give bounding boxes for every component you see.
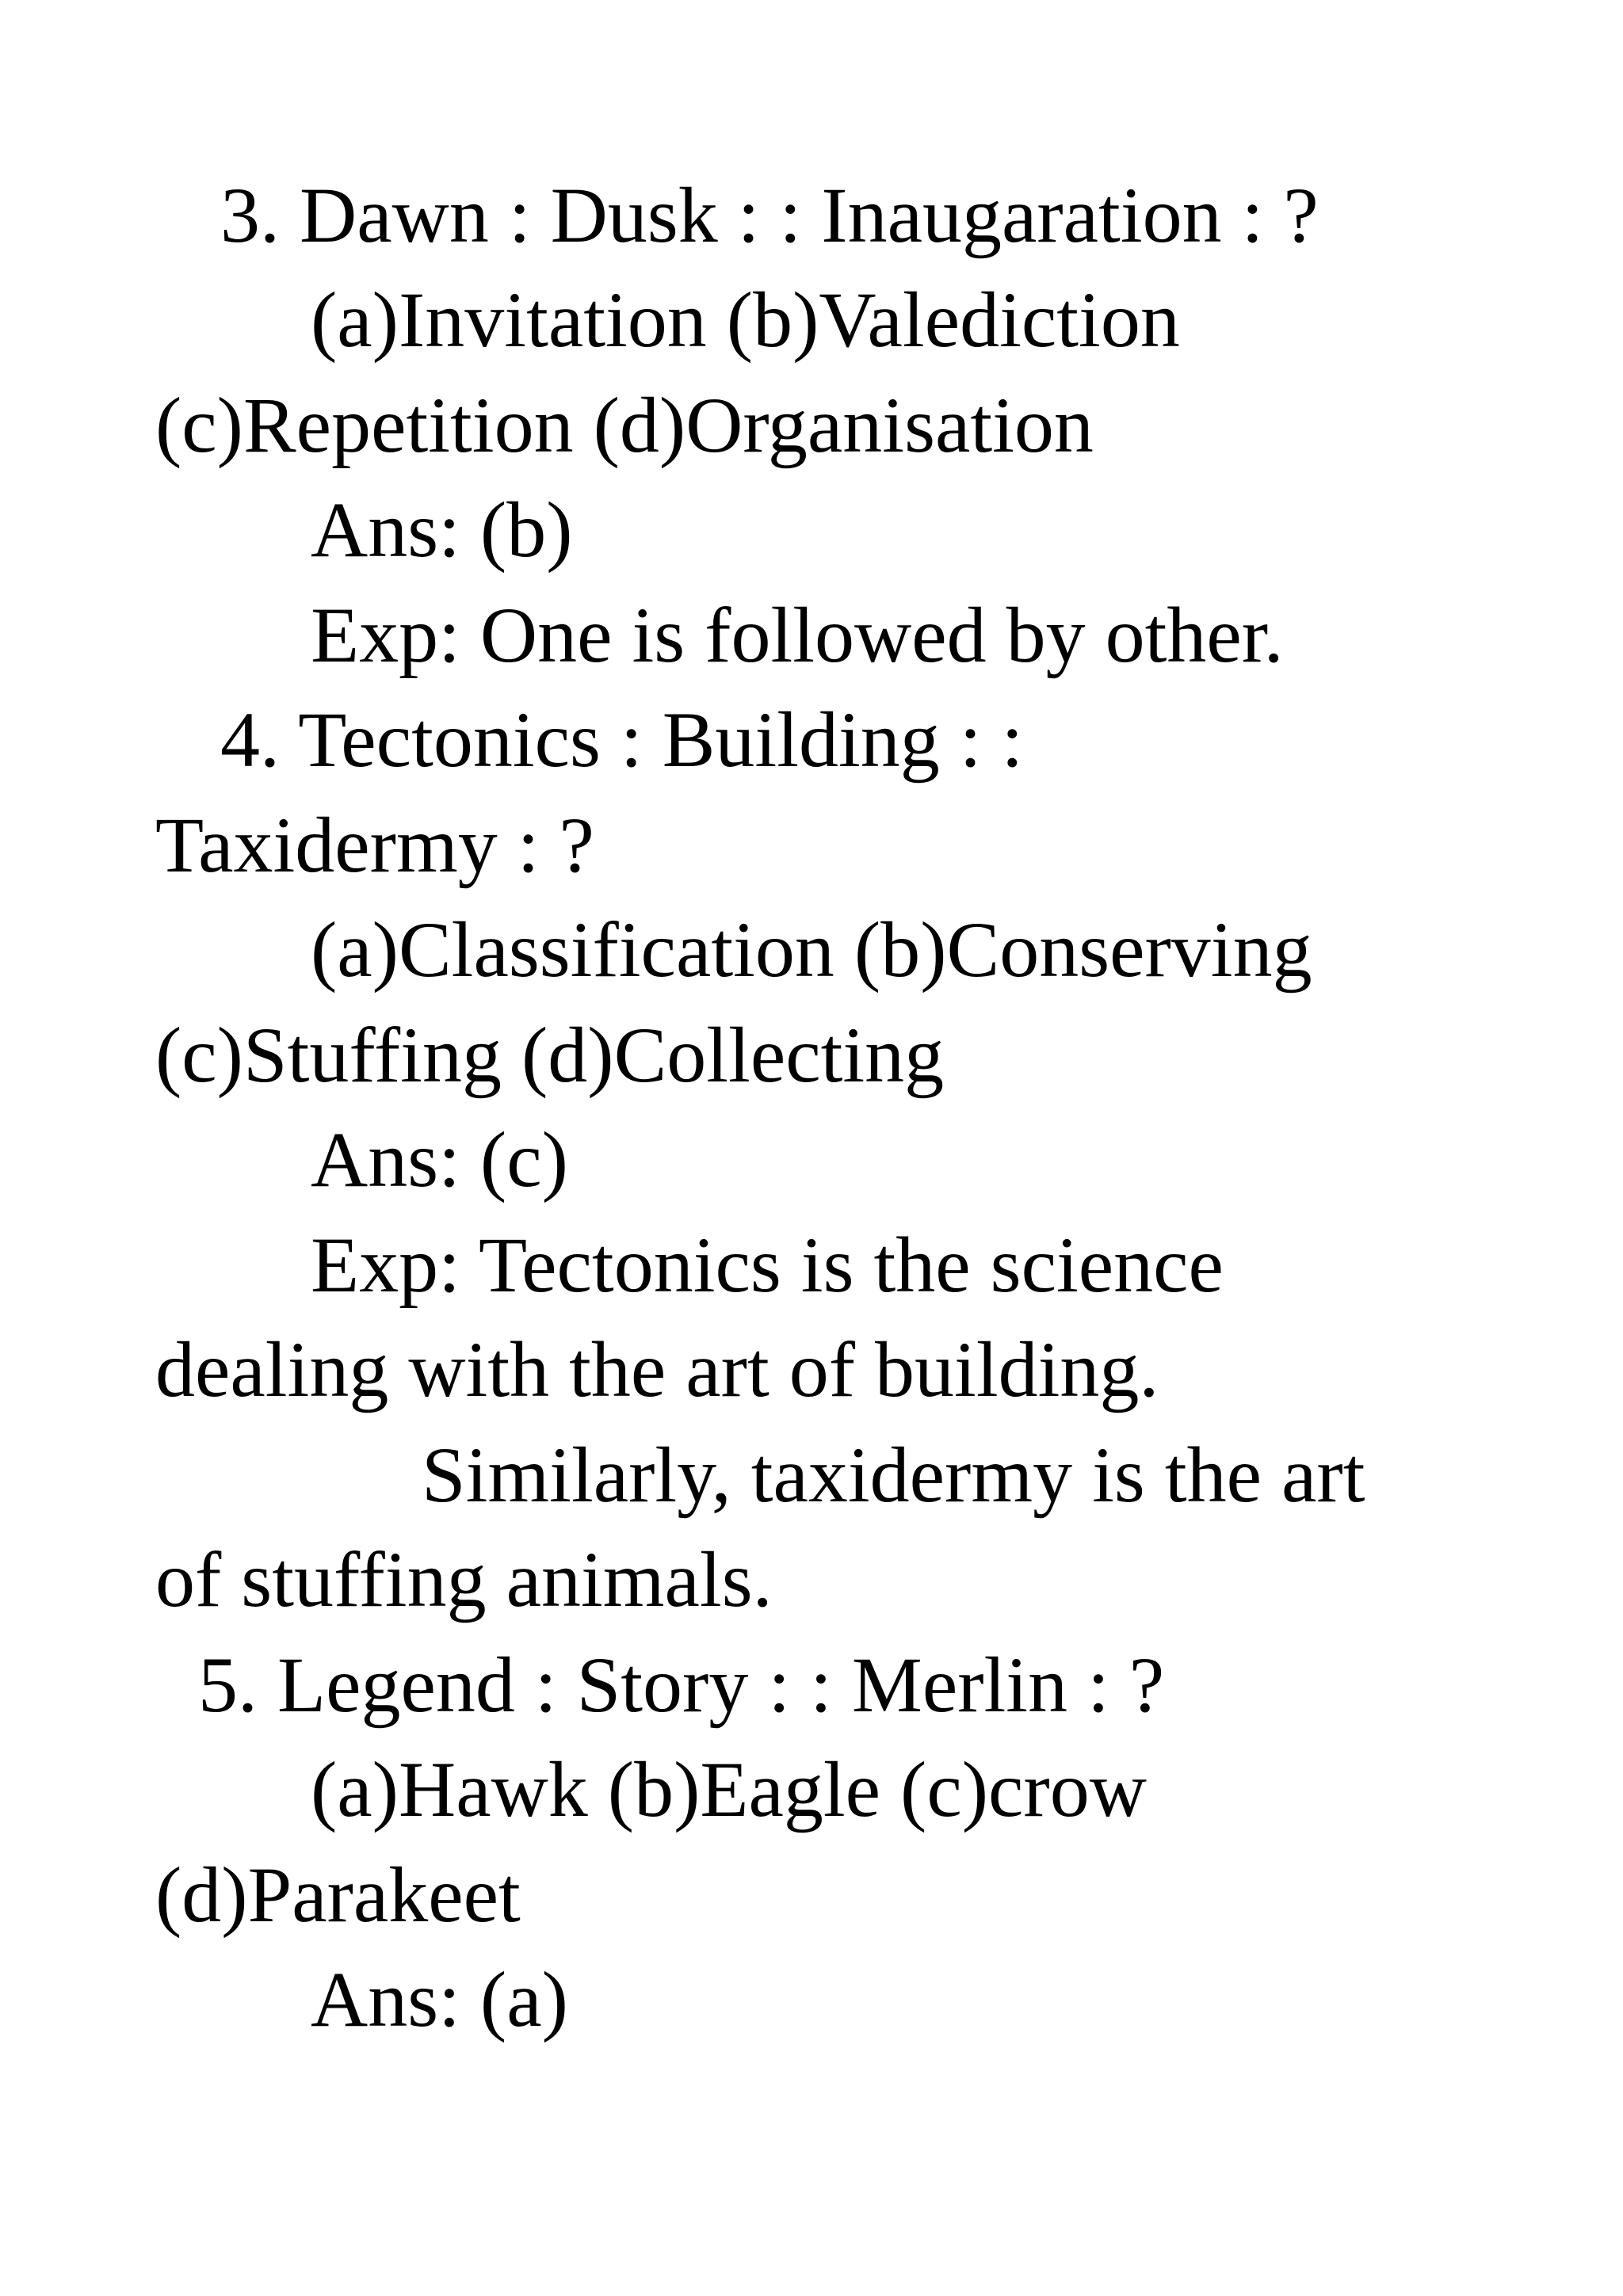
question-4-explanation-line-2: dealing with the art of building.: [155, 1325, 1159, 1413]
question-4-explanation-line-1: Exp: Tectonics is the science: [311, 1221, 1224, 1309]
question-3-answer: Ans: (b): [311, 486, 573, 574]
question-3-explanation: Exp: One is followed by other.: [311, 591, 1284, 679]
question-4-prompt-line-1: 4. Tectonics : Building : :: [220, 696, 1024, 784]
question-3-options-line-1: (a)Invitation (b)Valediction: [311, 276, 1180, 364]
question-4-prompt-line-2: Taxidermy : ?: [155, 801, 594, 889]
question-3-prompt: 3. Dawn : Dusk : : Inaugaration : ?: [220, 171, 1319, 259]
question-4-options-line-1: (a)Classification (b)Conserving: [311, 906, 1312, 994]
question-5-options-line-1: (a)Hawk (b)Eagle (c)crow: [311, 1745, 1147, 1833]
question-5-answer: Ans: (a): [311, 1955, 568, 2043]
question-4-answer: Ans: (c): [311, 1116, 568, 1203]
question-4-explanation-line-3: Similarly, taxidermy is the art: [422, 1431, 1365, 1519]
question-5-prompt: 5. Legend : Story : : Merlin : ?: [198, 1641, 1165, 1729]
question-3-options-line-2: (c)Repetition (d)Organisation: [155, 381, 1094, 469]
question-5-options-line-2: (d)Parakeet: [155, 1851, 521, 1939]
question-4-explanation-line-4: of stuffing animals.: [155, 1535, 773, 1623]
question-4-options-line-2: (c)Stuffing (d)Collecting: [155, 1011, 945, 1099]
